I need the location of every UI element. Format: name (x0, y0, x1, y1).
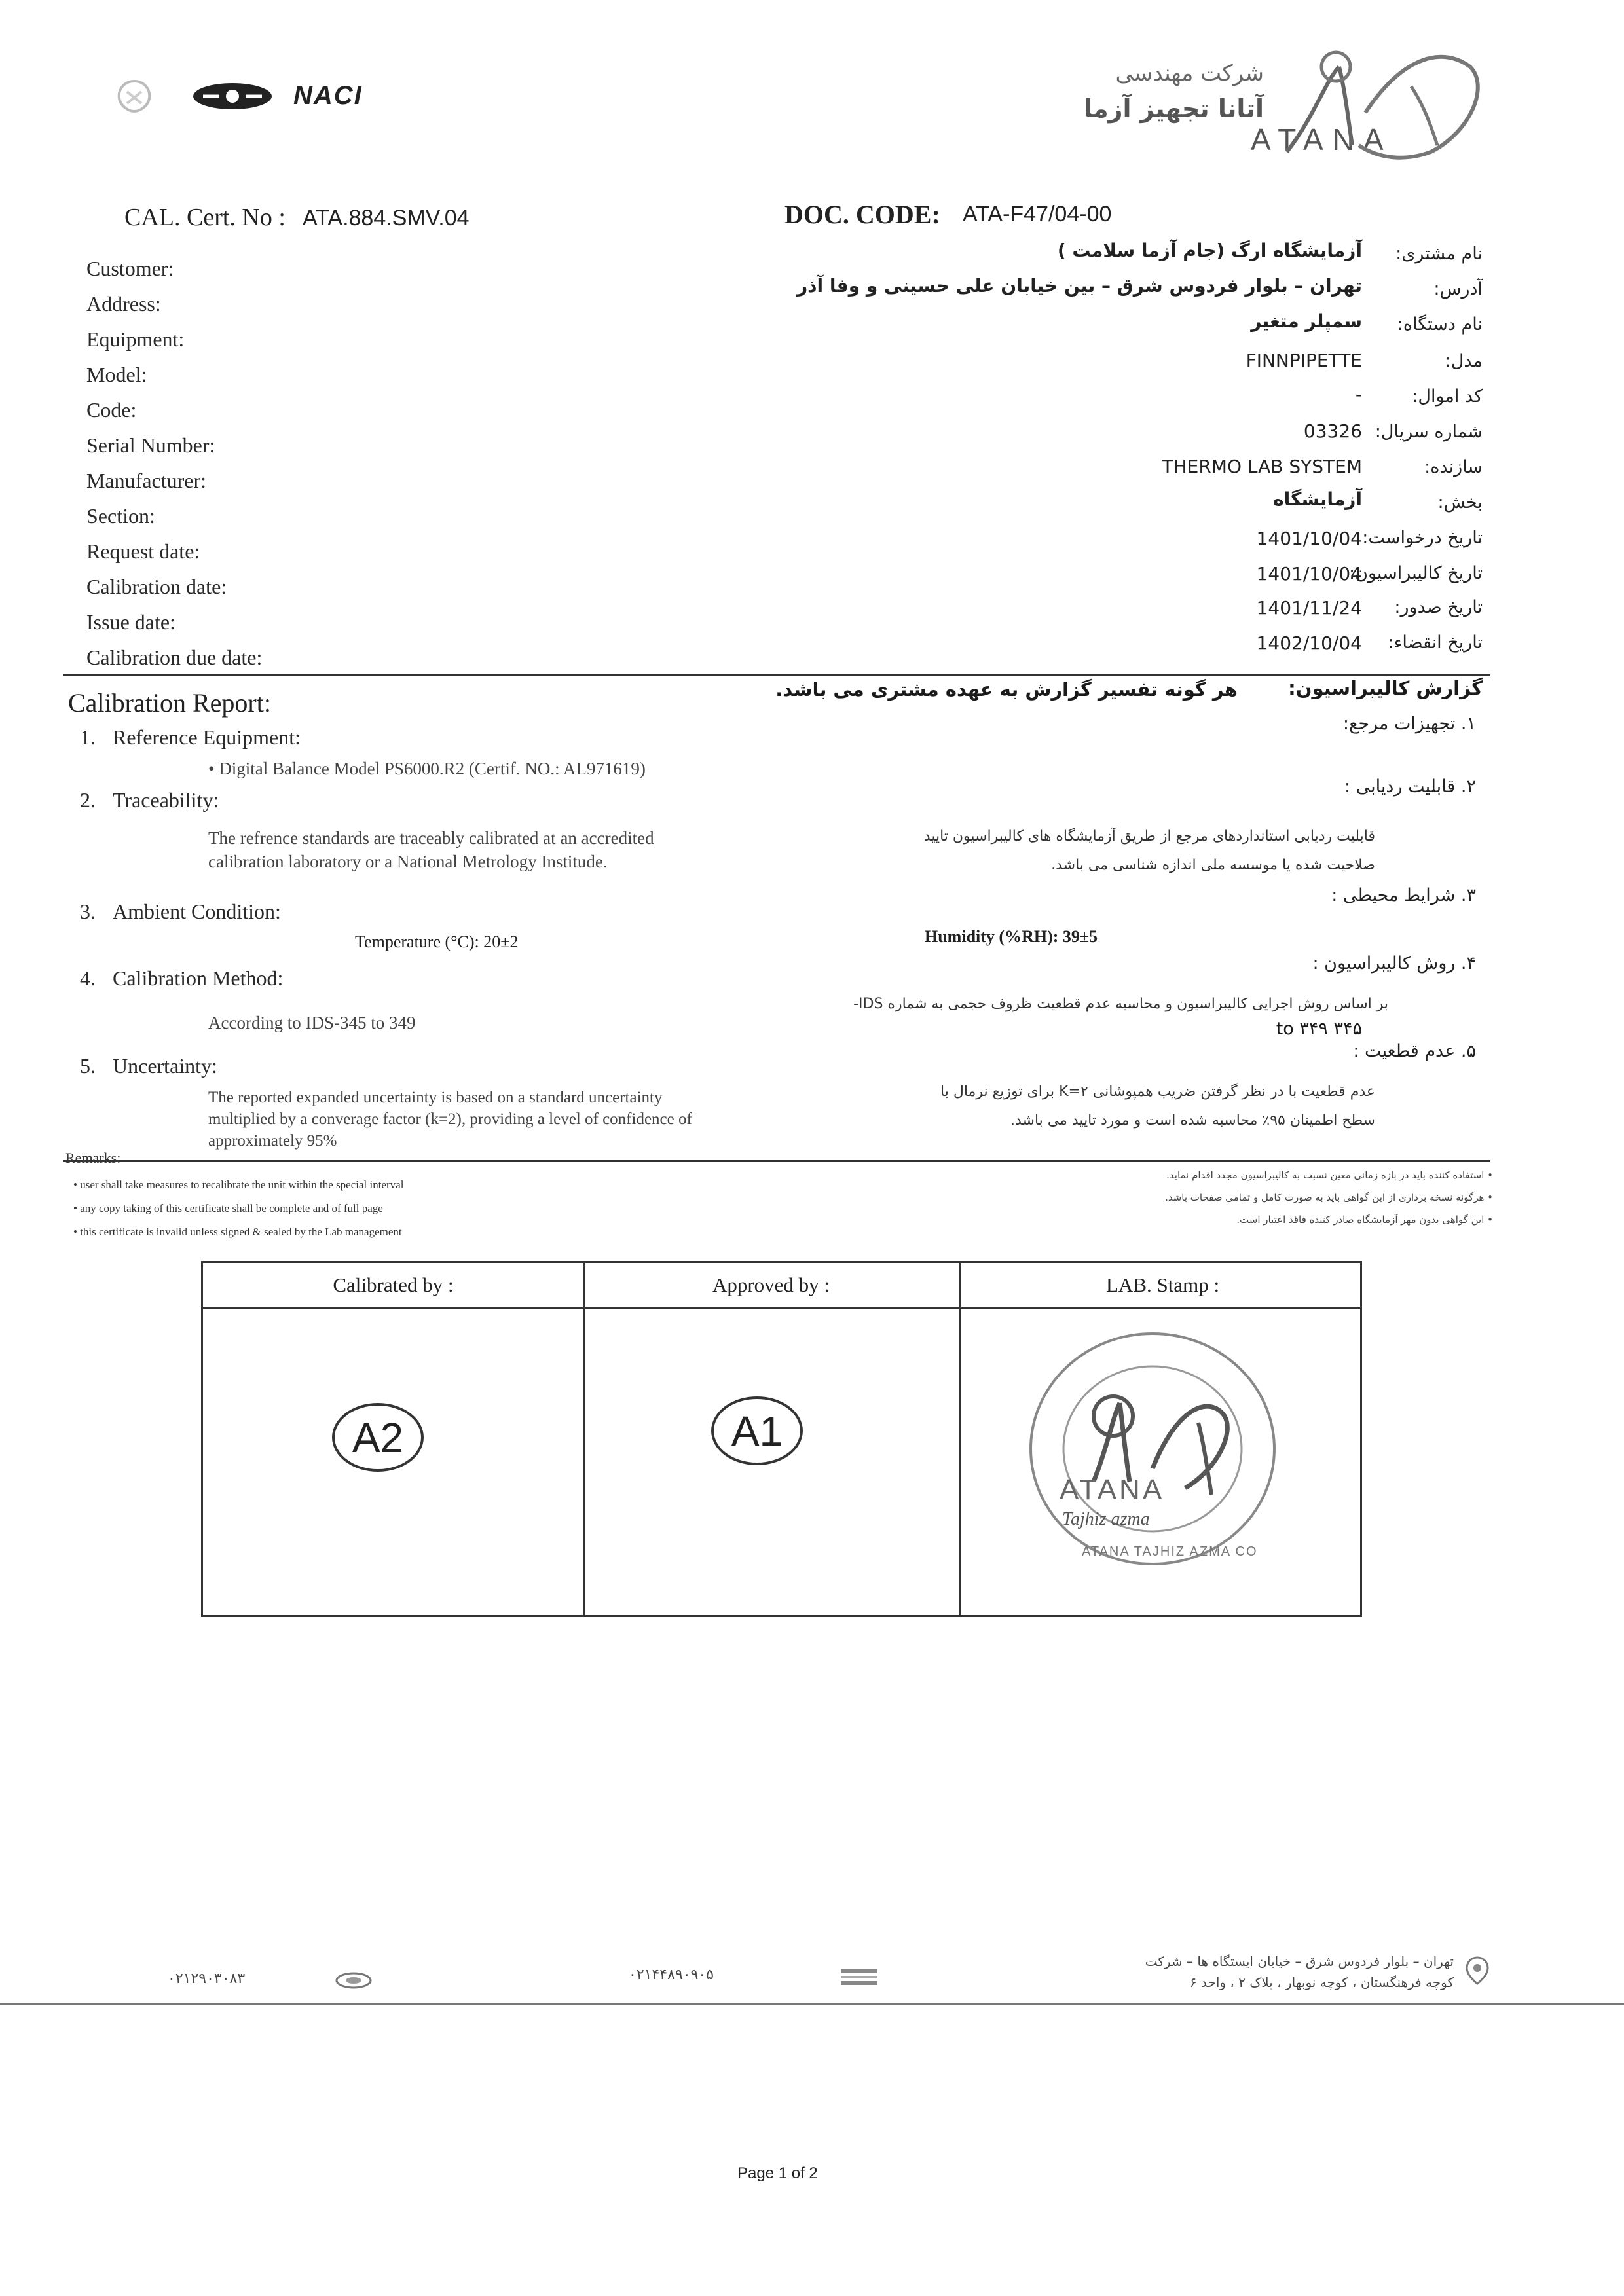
approved-by-signature: A1 (711, 1396, 803, 1465)
method-text-fa: بر اساس روش اجرایی کالیبراسیون و محاسبه عدم قطعیت ظروف حجمی به شماره IDS- (853, 996, 1388, 1012)
calibrated-by-header: Calibrated by : (203, 1263, 583, 1309)
section-1-number: 1. (80, 725, 96, 749)
company-name-line1: شرکت مهندسی (1115, 60, 1264, 86)
customer-label-fa: نام مشتری: (1395, 244, 1483, 264)
iso-logo-icon (190, 80, 275, 113)
due-date-label: Calibration due date: (86, 646, 263, 669)
request-date-value: 1401/10/04 (1256, 528, 1362, 549)
remarks-title: Remarks: (65, 1150, 121, 1166)
due-date-value: 1402/10/04 (1256, 632, 1362, 654)
method-text: According to IDS-345 to 349 (208, 1013, 416, 1032)
stamp-brand: ATANA (1060, 1474, 1165, 1506)
cert-no-value: ATA.884.SMV.04 (303, 206, 470, 230)
section-2-title: Traceability: (113, 788, 219, 812)
atana-emblem-icon (1274, 41, 1496, 172)
doc-code-value: ATA-F47/04-00 (963, 202, 1112, 227)
remark-en-1: • user shall take measures to recalibrate the unit within the special interval (73, 1178, 404, 1191)
section-3-title-fa: ۳. شرایط محیطی : (1331, 885, 1476, 905)
reference-item: • Digital Balance Model PS6000.R2 (Certif. NO.: AL971619) (208, 759, 646, 778)
address-value: تهران – بلوار فردوس شرق – بین خیابان علی حسینی و وفا آذر (797, 275, 1362, 297)
section-2-number: 2. (80, 788, 96, 812)
location-icon (1462, 1955, 1493, 1986)
section-3-title: Ambient Condition: (113, 900, 281, 923)
customer-value: آزمایشگاه ارگ (جام آزما سلامت ) (1057, 240, 1362, 261)
divider (63, 674, 1490, 676)
model-label: Model: (86, 363, 147, 386)
calibration-date-label: Calibration date: (86, 575, 227, 598)
due-date-label-fa: تاریخ انقضاء: (1388, 632, 1483, 653)
column-divider (583, 1263, 585, 1615)
section-1-title: Reference Equipment: (113, 725, 301, 749)
national-emblem-icon (110, 77, 158, 117)
remark-en-2: • any copy taking of this certificate shall be complete and of full page (73, 1202, 383, 1214)
section-5-title-fa: ۵. عدم قطعیت : (1353, 1041, 1476, 1061)
calibration-date-label-fa: تاریخ کالیبراسیون: (1349, 563, 1483, 583)
doc-code-label: DOC. CODE: (784, 200, 940, 229)
footer-address-1: تهران – بلوار فردوس شرق – خیابان ایستگاه ها – شرکت (1145, 1954, 1454, 1969)
uncertainty-text: The reported expanded uncertainty is based on a standard uncertainty multiplied by a converage factor (k=2), providing a level of confidence of approximately 95% (208, 1089, 692, 1150)
remark-fa-1: • استفاده کننده باید در بازه زمانی معین نسبت به کالیبراسیون مجدد اقدام نماید. (1166, 1169, 1493, 1181)
company-name-line2: آتانا تجهیز آزما (1083, 94, 1264, 123)
section-5-number: 5. (80, 1054, 96, 1078)
signature-table (201, 1261, 1362, 1617)
traceability-text-fa: قابلیت ردیابی استانداردهای مرجع از طریق آزمایشگاه های کالیبراسیون تایید صلاحیت شده یا موسسه ملی اندازه شناسی می باشد. (923, 828, 1375, 873)
report-disclaimer: هر گونه تفسیر گزارش به عهده مشتری می باشد. (775, 678, 1238, 701)
report-title-fa: گزارش کالیبراسیون: (1288, 677, 1483, 699)
issue-date-value: 1401/11/24 (1256, 597, 1362, 619)
address-label: Address: (86, 292, 161, 316)
stamp-ring-text: ATANA TAJHIZ AZMA CO (1082, 1544, 1258, 1559)
phone-number: ۰۲۱۴۴۸۹۰۹۰۵ (629, 1967, 714, 1983)
remark-fa-3: • این گواهی بدون مهر آزمایشگاه صادر کننده فاقد اعتبار است. (1236, 1214, 1493, 1226)
fax-icon (334, 1971, 373, 1990)
model-value: FINNPIPETTE (1246, 350, 1362, 371)
approved-by-header: Approved by : (583, 1263, 959, 1309)
lab-stamp (1022, 1318, 1283, 1580)
stamp-seal-icon (1022, 1318, 1283, 1580)
serial-number-value: 03326 (1303, 420, 1362, 442)
address-label-fa: آدرس: (1433, 279, 1483, 299)
issue-date-label: Issue date: (86, 610, 175, 634)
remark-en-3: • this certificate is invalid unless signed & sealed by the Lab management (73, 1226, 402, 1238)
serial-number-label-fa: شماره سریال: (1375, 422, 1483, 442)
phone-icon (838, 1965, 880, 1989)
traceability-text: The refrence standards are traceably calibrated at an accredited calibration laboratory or a National Metrology Institude. (208, 828, 654, 871)
calibrated-by-signature: A2 (332, 1403, 424, 1472)
section-3-number: 3. (80, 900, 96, 923)
divider (63, 1160, 1490, 1162)
page-number: Page 1 of 2 (737, 2164, 818, 2182)
serial-number-label: Serial Number: (86, 433, 215, 457)
fax-number: ۰۲۱۲۹۰۳۰۸۳ (168, 1971, 246, 1987)
manufacturer-label: Manufacturer: (86, 469, 207, 492)
method-text-fa-2: to ۳۴۹ ۳۴۵ (1276, 1019, 1362, 1039)
issue-date-label-fa: تاریخ صدور: (1394, 597, 1483, 617)
humidity-value: Humidity (%RH): 39±5 (925, 927, 1098, 946)
footer-address-2: کوچه فرهنگستان ، کوچه نوبهار ، پلاک ۲ ، واحد ۶ (1189, 1975, 1454, 1990)
request-date-label: Request date: (86, 539, 200, 563)
code-label: Code: (86, 398, 137, 422)
equipment-value: سمپلر متغیر (1251, 310, 1362, 332)
section-4-title-fa: ۴. روش کالیبراسیون : (1312, 953, 1476, 974)
code-value: - (1355, 384, 1362, 405)
section-label: Section: (86, 504, 155, 528)
customer-label: Customer: (86, 257, 174, 280)
report-title: Calibration Report: (68, 688, 271, 718)
request-date-label-fa: تاریخ درخواست: (1362, 528, 1483, 548)
section-1-title-fa: ۱. تجهیزات مرجع: (1342, 714, 1476, 734)
remark-fa-2: • هرگونه نسخه برداری از این گواهی باید به صورت کامل و تمامی صفحات باشد. (1165, 1192, 1493, 1203)
section-5-title: Uncertainty: (113, 1054, 217, 1078)
equipment-label: Equipment: (86, 327, 185, 351)
cert-no-label: CAL. Cert. No : (124, 204, 286, 231)
equipment-label-fa: نام دستگاه: (1397, 314, 1483, 335)
section-value: آزمایشگاه (1273, 488, 1362, 510)
manufacturer-label-fa: سازنده: (1424, 457, 1483, 477)
stamp-script: Tajhiz azma (1062, 1509, 1150, 1529)
section-2-title-fa: ۲. قابلیت ردیابی : (1344, 776, 1476, 797)
manufacturer-value: THERMO LAB SYSTEM (1162, 456, 1362, 477)
section-4-title: Calibration Method: (113, 966, 284, 990)
uncertainty-text-fa: عدم قطعیت با در نظر گرفتن ضریب همپوشانی K=۲ برای توزیع نرمال با سطح اطمینان ۹۵٪ محاسبه شده است و مورد تایید می باشد. (940, 1084, 1375, 1129)
section-label-fa: بخش: (1437, 492, 1483, 513)
code-label-fa: کد اموال: (1412, 386, 1483, 407)
company-brand: ATANA (1251, 122, 1393, 156)
calibration-date-value: 1401/10/04 (1256, 563, 1362, 585)
lab-stamp-header: LAB. Stamp : (959, 1263, 1360, 1309)
naci-logo: NACI (293, 81, 363, 110)
model-label-fa: مدل: (1445, 351, 1483, 371)
column-divider (959, 1263, 961, 1615)
temperature-value: Temperature (°C): 20±2 (355, 932, 519, 951)
section-4-number: 4. (80, 966, 96, 990)
footer-divider (0, 2003, 1624, 2005)
